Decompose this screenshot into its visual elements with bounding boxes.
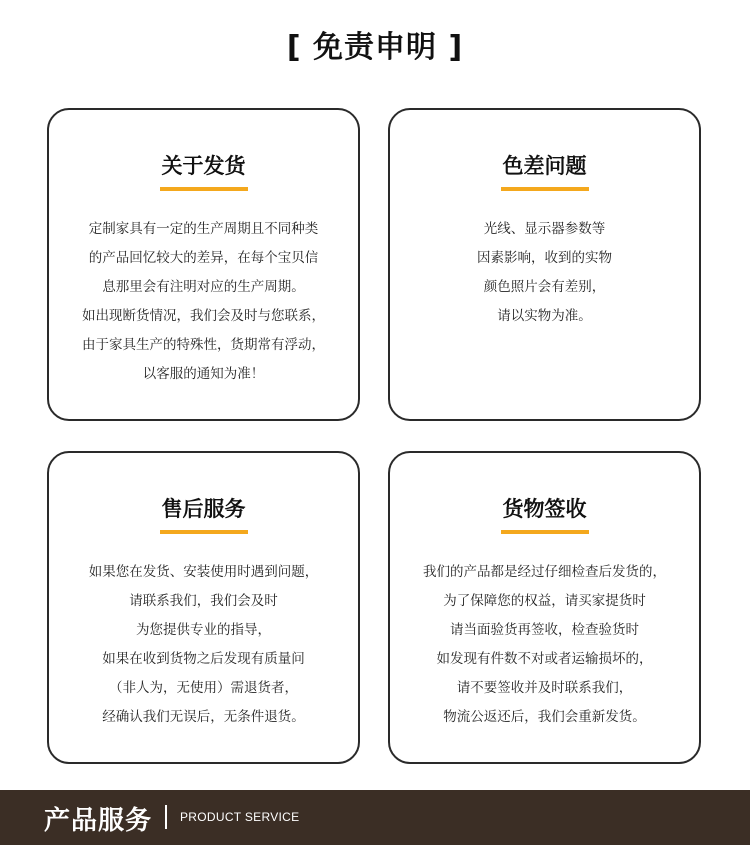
card-text-line: 以客服的通知为准！ — [142, 366, 265, 382]
card-text-line: 如果您在发货、安装使用时遇到问题， — [88, 564, 319, 580]
heading-underline — [501, 187, 589, 191]
card-text-line: 请当面验货再签收，检查验货时 — [450, 622, 639, 638]
footer-subtitle: PRODUCT SERVICE — [180, 810, 300, 824]
card-text-line: 的产品回忆较大的差异，在每个宝贝信 — [88, 250, 319, 266]
card-body — [57, 215, 350, 389]
card-body — [57, 558, 350, 732]
card-text-line: 如出现断货情况，我们会及时与您联系， — [82, 308, 325, 324]
card-text-line: 为您提供专业的指导， — [136, 622, 271, 638]
card-shipping — [47, 108, 360, 421]
card-body — [398, 558, 691, 732]
card-heading: 货物签收 — [502, 497, 587, 521]
card-text-line: 请不要签收并及时联系我们， — [456, 680, 633, 696]
card-goods-receipt — [388, 451, 701, 764]
card-text-line: 请以实物为准。 — [497, 308, 592, 324]
card-text-line: 我们的产品都是经过仔细检查后发货的， — [423, 564, 666, 580]
heading-underline — [160, 530, 248, 534]
card-text-line: 定制家具有一定的生产周期且不同种类 — [88, 221, 319, 237]
page-title: [ 免责申明 ] — [286, 30, 464, 65]
card-color-difference — [388, 108, 701, 421]
card-heading: 售后服务 — [161, 497, 246, 521]
card-text-line: 由于家具生产的特殊性，货期常有浮动， — [82, 337, 325, 353]
card-text-line: 光线、显示器参数等 — [483, 221, 606, 237]
card-text-line: 请联系我们，我们会及时 — [129, 593, 278, 609]
card-after-sales — [47, 451, 360, 764]
card-text-line: 经确认我们无误后，无条件退货。 — [102, 709, 305, 725]
card-text-line: （非人为，无使用）需退货者， — [109, 680, 298, 696]
footer-title: 产品服务 — [44, 806, 153, 836]
heading-underline — [501, 530, 589, 534]
card-text-line: 如果在收到货物之后发现有质量问 — [102, 651, 305, 667]
card-text-line: 如发现有件数不对或者运输损坏的， — [436, 651, 653, 667]
card-text-line: 为了保障您的权益，请买家提货时 — [443, 593, 646, 609]
card-text-line: 因素影响，收到的实物 — [477, 250, 612, 266]
card-text-line: 息那里会有注明对应的生产周期。 — [102, 279, 305, 295]
card-body — [398, 215, 691, 331]
footer-divider — [165, 805, 167, 829]
heading-underline — [160, 187, 248, 191]
card-text-line: 颜色照片会有差别， — [483, 279, 606, 295]
footer-banner — [0, 790, 750, 845]
card-heading: 关于发货 — [161, 154, 246, 178]
card-heading: 色差问题 — [502, 154, 587, 178]
card-text-line: 物流公返还后，我们会重新发货。 — [443, 709, 646, 725]
